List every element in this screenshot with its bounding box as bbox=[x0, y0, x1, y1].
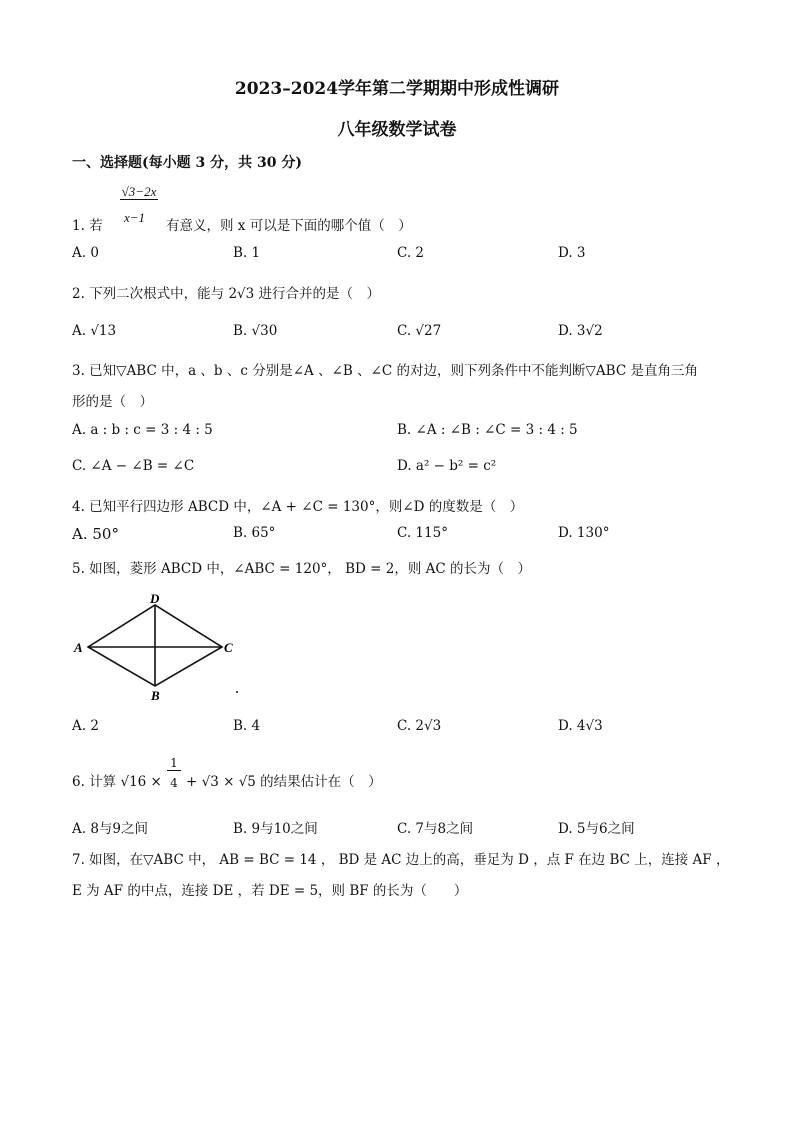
label-c: C bbox=[224, 640, 233, 655]
q2-option-d[interactable]: D. 3√2 bbox=[558, 323, 603, 339]
q1-option-a[interactable]: A. 0 bbox=[72, 245, 99, 261]
q1-option-c[interactable]: C. 2 bbox=[397, 245, 425, 261]
q4-option-c[interactable]: C. 115° bbox=[397, 525, 448, 541]
q1-numerator: √3−2x bbox=[121, 184, 157, 199]
q5-stem: 5. 如图，菱形 ABCD 中，∠ABC = 120°， BD = 2，则 AC 的长为（ ） bbox=[72, 561, 531, 577]
section-heading: 一、选择题(每小题 3 分，共 30 分) bbox=[72, 155, 302, 171]
q6-option-d[interactable]: D. 5与6之间 bbox=[558, 821, 635, 837]
q4-option-a[interactable]: A. 50° bbox=[72, 525, 119, 543]
q6-option-c[interactable]: C. 7与8之间 bbox=[397, 821, 474, 837]
q6-suffix: + √3 × √5 的结果估计在（ ） bbox=[186, 774, 382, 790]
q7-stem-line1: 7. 如图，在▽ABC 中， AB = BC = 14 ， BD 是 AC 边上的高，垂足为 D ，点 F 在边 BC 上，连接 AF ， bbox=[72, 852, 730, 868]
q3-option-a[interactable]: A. a : b : c = 3 : 4 : 5 bbox=[72, 422, 213, 438]
q4-option-d[interactable]: D. 130° bbox=[558, 525, 610, 541]
q3-stem-line1: 3. 已知▽ABC 中，a 、b 、c 分别是∠A 、∠B 、∠C 的对边，则下列条件中不能判断▽ABC 是直角三角 bbox=[72, 363, 698, 379]
q3-option-b[interactable]: B. ∠A : ∠B : ∠C = 3 : 4 : 5 bbox=[397, 422, 578, 438]
q6-frac-num: 1 bbox=[167, 756, 181, 771]
q2-stem: 2. 下列二次根式中，能与 2√3 进行合并的是（ ） bbox=[72, 286, 381, 302]
q2-option-c[interactable]: C. √27 bbox=[397, 323, 442, 339]
q4-option-b[interactable]: B. 65° bbox=[233, 525, 276, 541]
q5-option-c[interactable]: C. 2√3 bbox=[397, 718, 442, 734]
q1-stem: 有意义，则 x 可以是下面的哪个值（ ） bbox=[166, 218, 412, 234]
exam-subtitle: 八年级数学试卷 bbox=[337, 120, 457, 140]
q1-denominator: x−1 bbox=[124, 210, 146, 225]
q5-option-d[interactable]: D. 4√3 bbox=[558, 718, 603, 734]
q2-option-a[interactable]: A. √13 bbox=[72, 323, 117, 339]
q2-option-b[interactable]: B. √30 bbox=[233, 323, 278, 339]
q1-prefix: 1. 若 bbox=[72, 218, 103, 234]
label-a: A bbox=[74, 640, 83, 655]
q6-option-b[interactable]: B. 9与10之间 bbox=[233, 821, 318, 837]
q3-option-c[interactable]: C. ∠A − ∠B = ∠C bbox=[72, 458, 195, 474]
q6-prefix: 6. 计算 √16 × bbox=[72, 774, 162, 790]
q6-option-a[interactable]: A. 8与9之间 bbox=[72, 821, 149, 837]
label-d: D bbox=[150, 591, 160, 606]
label-b: B bbox=[151, 688, 160, 703]
exam-title: 2023–2024学年第二学期期中形成性调研 bbox=[234, 79, 560, 99]
q6-frac-den: 4 bbox=[170, 776, 178, 790]
stray-dot bbox=[236, 691, 238, 693]
q3-option-d[interactable]: D. a² − b² = c² bbox=[397, 458, 497, 474]
q1-option-d[interactable]: D. 3 bbox=[558, 245, 586, 261]
q7-stem-line2: E 为 AF 的中点，连接 DE ，若 DE = 5，则 BF 的长为（ ） bbox=[72, 883, 468, 899]
q4-stem: 4. 已知平行四边形 ABCD 中，∠A + ∠C = 130°，则∠D 的度数是（ ） bbox=[72, 499, 524, 515]
q1-fraction-numerator bbox=[112, 184, 166, 200]
q3-stem-line2: 形的是（ ） bbox=[72, 394, 153, 410]
rhombus-figure bbox=[70, 588, 250, 708]
q5-option-a[interactable]: A. 2 bbox=[72, 718, 99, 734]
q1-option-b[interactable]: B. 1 bbox=[233, 245, 261, 261]
q5-option-b[interactable]: B. 4 bbox=[233, 718, 261, 734]
